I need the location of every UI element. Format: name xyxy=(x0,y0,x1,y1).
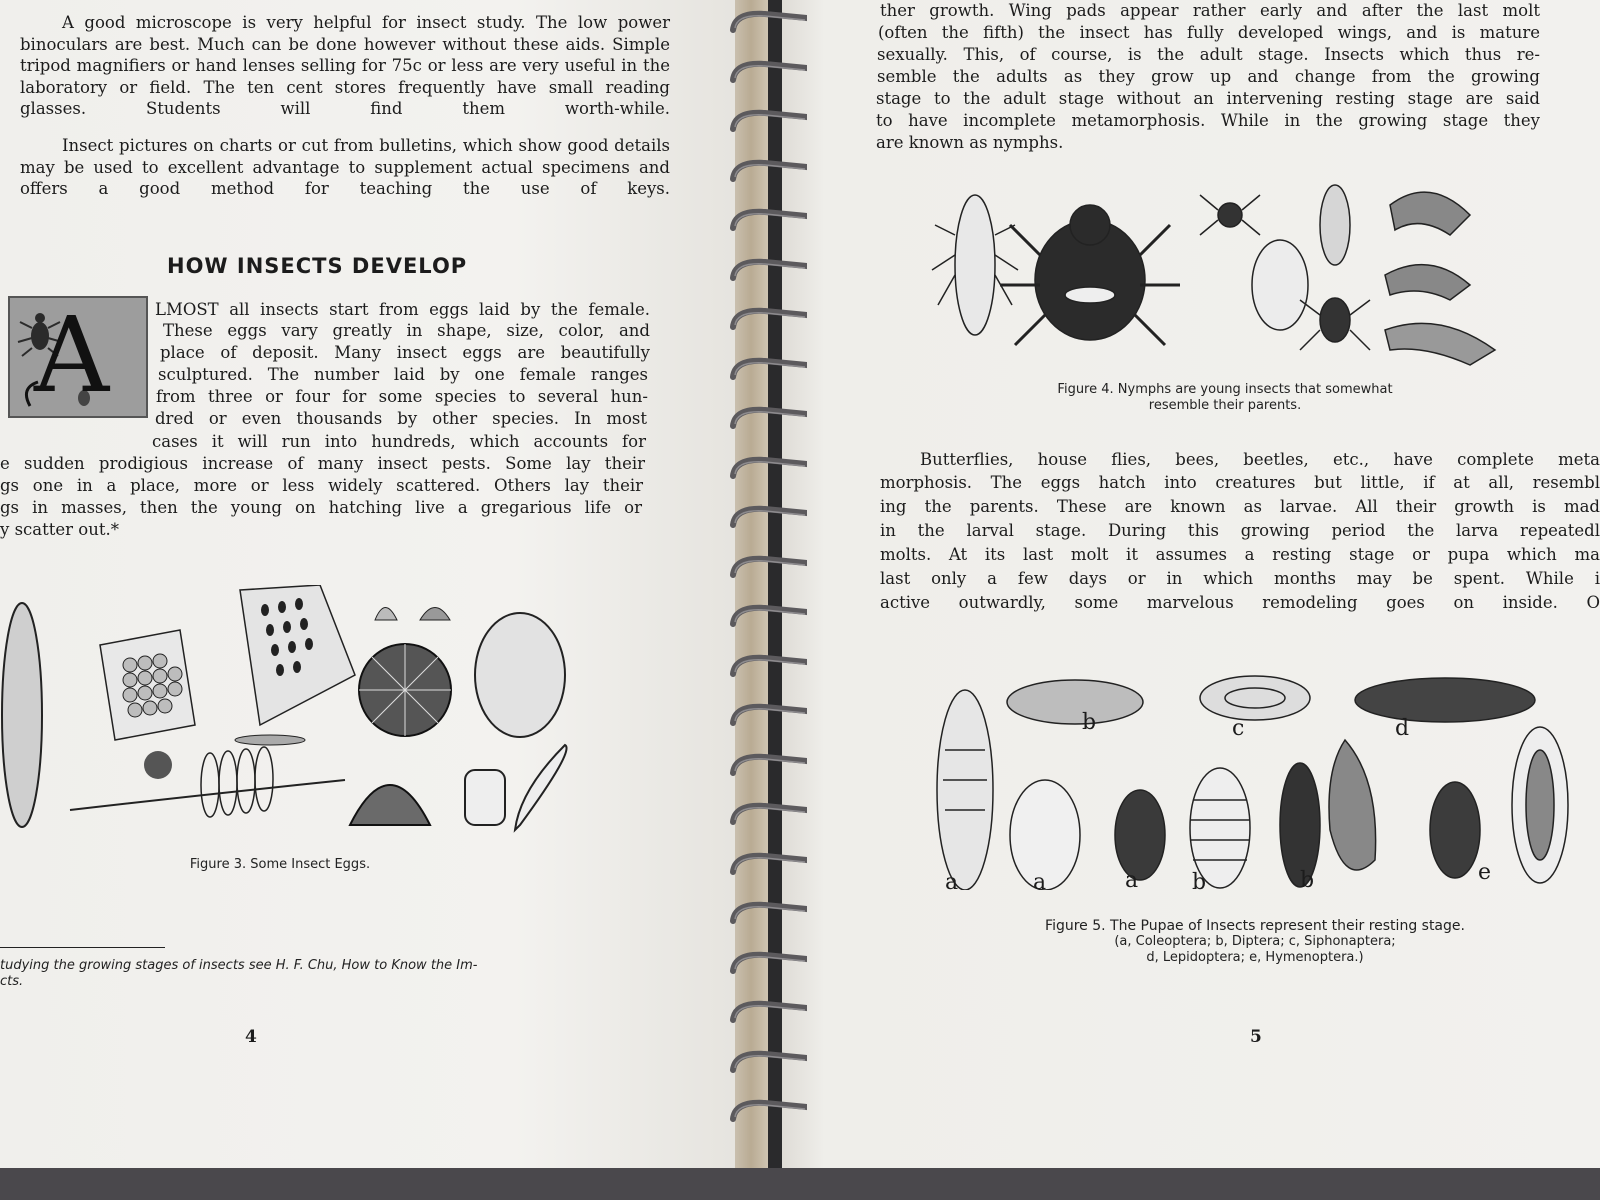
spiral-coil xyxy=(725,8,807,34)
spiral-coil xyxy=(725,553,807,579)
nymph-line-5: stage to the adult stage without an intervening resting stage are said xyxy=(876,89,1540,108)
meta-line-7: active outwardly, some marvelous remodeling goes on inside. O xyxy=(880,593,1600,612)
figure-4-nymph-illustrations xyxy=(930,175,1510,370)
develop-line-5: from three or four for some species to several hun- xyxy=(156,387,648,406)
develop-line-6: dred or even thousands by other species. In most xyxy=(155,409,647,428)
figure-4-caption-line-1: Figure 4. Nymphs are young insects that somewhat xyxy=(1057,382,1393,397)
develop-line-3: place of deposit. Many insect eggs are beautifully xyxy=(160,343,650,362)
nymph-line-3: sexually. This, of course, is the adult stage. Insects which thus re- xyxy=(877,45,1540,64)
meta-line-4: in the larval stage. During this growing period the larva repeatedl xyxy=(880,521,1600,540)
intro-paragraph-2: Insect pictures on charts or cut from bulletins, which show good details may be used to excellent advantage to supplement actual specimens and offers a good method for teaching the use of keys. xyxy=(20,136,670,198)
spiral-coil xyxy=(725,751,807,777)
develop-line-2: These eggs vary greatly in shape, size, color, and xyxy=(163,321,650,340)
develop-line-4: sculptured. The number laid by one female ranges xyxy=(158,365,648,384)
pupa-label-c: c xyxy=(1232,716,1245,741)
develop-line-8: e sudden prodigious increase of many insect pests. Some lay their xyxy=(0,454,645,473)
nymph-line-6: to have incomplete metamorphosis. While in the growing stage they xyxy=(876,111,1540,130)
spiral-coil xyxy=(725,503,807,529)
spiral-coil xyxy=(725,206,807,232)
pupa-label-b-2: b xyxy=(1300,868,1315,893)
figure-5-caption-line-2: (a, Coleoptera; b, Diptera; c, Siphonaptera; xyxy=(1114,934,1396,949)
spiral-coil xyxy=(725,652,807,678)
spiral-coil xyxy=(725,850,807,876)
section-heading: HOW INSECTS DEVELOP xyxy=(167,254,468,278)
page-number-left: 4 xyxy=(245,1027,257,1047)
pupa-label-e: e xyxy=(1478,860,1492,885)
develop-line-10: gs in masses, then the young on hatching live a gregarious life or xyxy=(0,498,642,517)
nymph-line-2: (often the fifth) the insect has fully developed wings, and is mature xyxy=(878,23,1540,42)
pupa-label-d: d xyxy=(1395,716,1410,741)
figure-4-caption-line-2: resemble their parents. xyxy=(1148,398,1302,413)
intro-paragraph-1: A good microscope is very helpful for insect study. The low power binoculars are best. Much can be done however without these aids. Simple tripod magnifiers or hand lenses selling for 75c or less are very useful in the laboratory or field. The ten cent stores frequently have small reading glasses. Students will find them worth-while. xyxy=(20,13,670,118)
pupa-label-a-1: a xyxy=(945,870,959,895)
spiral-coil xyxy=(725,998,807,1024)
spiral-coil xyxy=(725,899,807,925)
figure-5-pupa-illustrations xyxy=(925,660,1595,890)
nymph-line-1: ther growth. Wing pads appear rather early and after the last molt xyxy=(880,1,1540,20)
spiral-coil xyxy=(725,1048,807,1074)
figure-5-caption-line-1: Figure 5. The Pupae of Insects represent their resting stage. xyxy=(1045,918,1465,934)
develop-line-11: y scatter out.* xyxy=(0,520,119,539)
spiral-coil xyxy=(725,602,807,628)
meta-line-3: ing the parents. These are known as larvae. All their growth is mad xyxy=(880,497,1600,516)
page-number-right: 5 xyxy=(1250,1027,1262,1047)
pupa-label-b-top: b xyxy=(1082,710,1097,735)
develop-line-1: LMOST all insects start from eggs laid by the female. xyxy=(155,300,650,319)
spiral-coil xyxy=(725,800,807,826)
spiral-coil xyxy=(725,454,807,480)
develop-line-7: cases it will run into hundreds, which accounts for xyxy=(152,432,646,451)
footnote-rule xyxy=(0,947,165,948)
spiral-coil xyxy=(725,256,807,282)
figure-5-caption-line-3: d, Lepidoptera; e, Hymenoptera.) xyxy=(1146,950,1364,965)
meta-line-6: last only a few days or in which months may be spent. While i xyxy=(880,569,1600,588)
spiral-coil xyxy=(725,58,807,84)
footnote-line-2: cts. xyxy=(0,974,24,989)
spiral-coil xyxy=(725,949,807,975)
nymph-line-7: are known as nymphs. xyxy=(876,133,1064,152)
figure-3-egg-illustrations xyxy=(0,585,590,855)
spiral-coil xyxy=(725,1097,807,1123)
meta-line-1: Butterflies, house flies, bees, beetles, etc., have complete meta xyxy=(920,450,1600,469)
nymph-line-4: semble the adults as they grow up and change from the growing xyxy=(877,67,1540,86)
spiral-coil xyxy=(725,355,807,381)
meta-line-5: molts. At its last molt it assumes a resting stage or pupa which ma xyxy=(880,545,1600,564)
spiral-coil xyxy=(725,107,807,133)
drop-cap-letter: A xyxy=(34,294,110,416)
footnote-line-1: tudying the growing stages of insects see H. F. Chu, How to Know the Im- xyxy=(0,958,478,973)
figure-3-caption: Figure 3. Some Insect Eggs. xyxy=(189,857,371,872)
table-surface xyxy=(0,1168,1600,1200)
spiral-coil xyxy=(725,404,807,430)
spiral-coil xyxy=(725,305,807,331)
spiral-coil xyxy=(725,701,807,727)
develop-line-9: gs one in a place, more or less widely scattered. Others lay their xyxy=(0,476,643,495)
pupa-label-a-3: a xyxy=(1125,868,1139,893)
pupa-label-a-2: a xyxy=(1033,870,1047,895)
meta-line-2: morphosis. The eggs hatch into creatures but little, if at all, resembl xyxy=(880,473,1600,492)
drop-cap-illustration xyxy=(8,296,148,418)
spiral-coil xyxy=(725,157,807,183)
pupa-label-b-1: b xyxy=(1192,870,1207,895)
